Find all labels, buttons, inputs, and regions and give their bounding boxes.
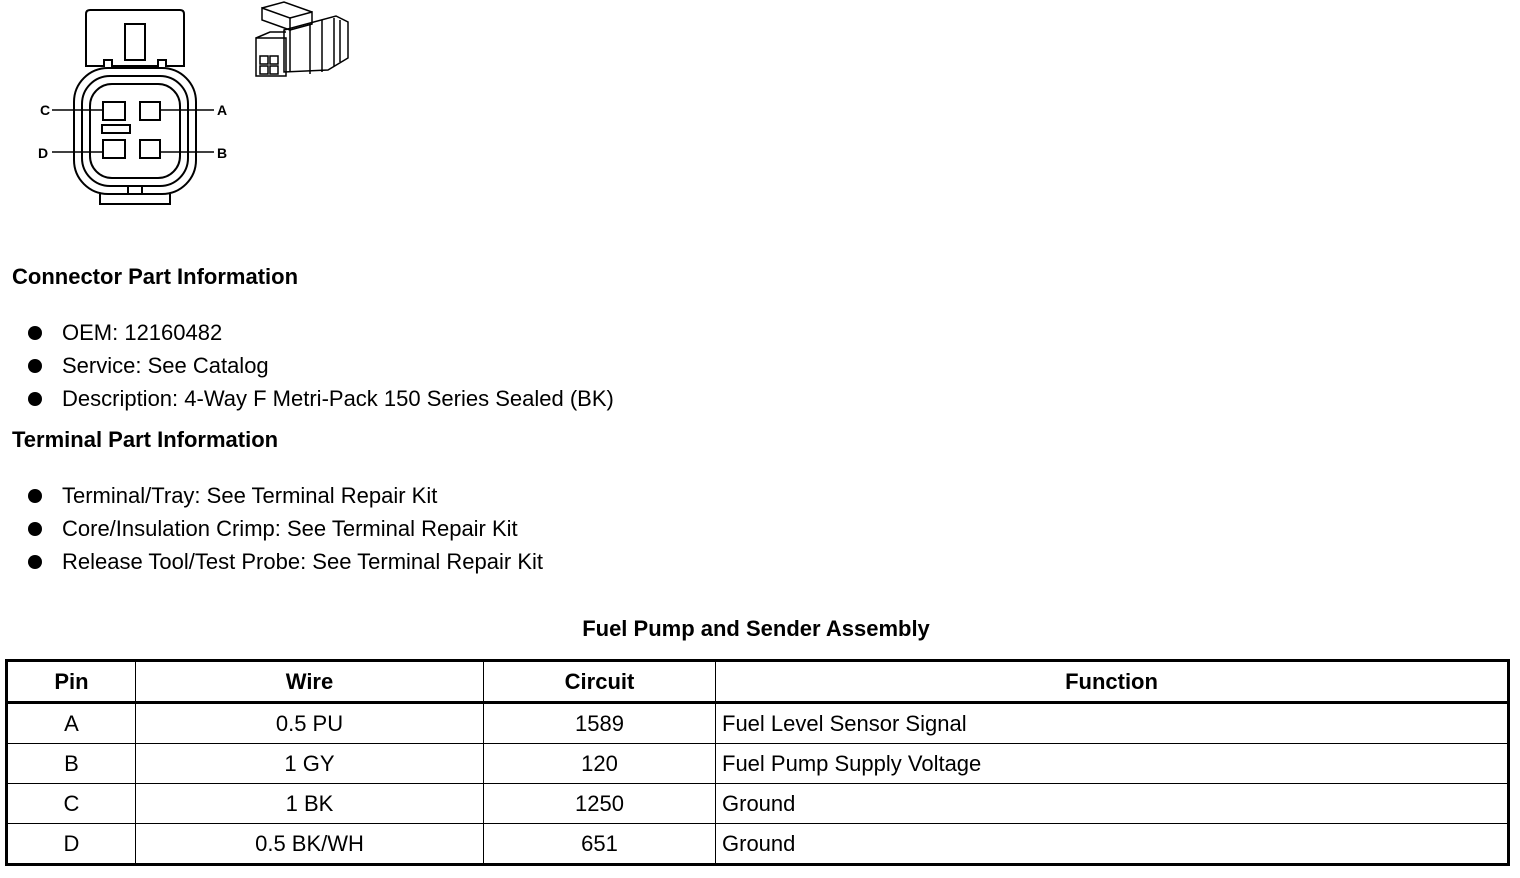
bullet-icon xyxy=(28,392,42,406)
cell-pin: A xyxy=(7,703,136,744)
cavity-d xyxy=(103,140,125,158)
terminal-part-list xyxy=(28,479,543,578)
list-item-text: Terminal/Tray: See Terminal Repair Kit xyxy=(62,483,438,508)
bullet-icon xyxy=(28,489,42,503)
column-header-function: Function xyxy=(716,661,1509,703)
bullet-icon xyxy=(28,522,42,536)
cavity-a xyxy=(140,102,160,120)
cell-pin: C xyxy=(7,784,136,824)
cell-pin: D xyxy=(7,824,136,865)
cell-wire: 1 BK xyxy=(136,784,484,824)
bullet-icon xyxy=(28,359,42,373)
list-item-text: Release Tool/Test Probe: See Terminal Repair Kit xyxy=(62,549,543,574)
cell-circuit: 651 xyxy=(484,824,716,865)
connector-face-diagram xyxy=(30,0,250,215)
bullet-icon xyxy=(28,555,42,569)
cell-wire: 1 GY xyxy=(136,744,484,784)
cell-wire: 0.5 BK/WH xyxy=(136,824,484,865)
cavity-c xyxy=(103,102,125,120)
list-item xyxy=(28,479,543,512)
cell-function: Ground xyxy=(716,784,1509,824)
list-item xyxy=(28,545,543,578)
list-item xyxy=(28,512,543,545)
column-header-pin: Pin xyxy=(7,661,136,703)
list-item xyxy=(28,382,614,415)
connector-part-heading: Connector Part Information xyxy=(12,264,299,289)
connector-isometric-illustration xyxy=(250,0,360,85)
list-item-text: OEM: 12160482 xyxy=(62,320,223,345)
pin-out-table xyxy=(5,659,1510,866)
table-row xyxy=(7,784,1509,824)
connector-part-list xyxy=(28,316,614,415)
list-item-text: Core/Insulation Crimp: See Terminal Repair Kit xyxy=(62,516,518,541)
cell-pin: B xyxy=(7,744,136,784)
pin-label-d: D xyxy=(38,145,49,161)
cell-circuit: 120 xyxy=(484,744,716,784)
table-row xyxy=(7,703,1509,744)
pin-label-a: A xyxy=(217,102,228,118)
column-header-circuit: Circuit xyxy=(484,661,716,703)
cell-circuit: 1250 xyxy=(484,784,716,824)
cell-function: Fuel Pump Supply Voltage xyxy=(716,744,1509,784)
table-row xyxy=(7,824,1509,865)
pin-label-c: C xyxy=(40,102,51,118)
list-item-text: Description: 4-Way F Metri-Pack 150 Series Sealed (BK) xyxy=(62,386,614,411)
pin-label-b: B xyxy=(217,145,228,161)
cavity-b xyxy=(140,140,160,158)
column-header-wire: Wire xyxy=(136,661,484,703)
terminal-part-heading: Terminal Part Information xyxy=(12,427,279,452)
connector-housing-outer xyxy=(74,68,196,194)
bullet-icon xyxy=(28,326,42,340)
list-item xyxy=(28,316,614,349)
cell-circuit: 1589 xyxy=(484,703,716,744)
cell-wire: 0.5 PU xyxy=(136,703,484,744)
list-item-text: Service: See Catalog xyxy=(62,353,269,378)
table-header-row xyxy=(7,661,1509,703)
cell-function: Fuel Level Sensor Signal xyxy=(716,703,1509,744)
list-item xyxy=(28,349,614,382)
cell-function: Ground xyxy=(716,824,1509,865)
table-row xyxy=(7,744,1509,784)
table-title: Fuel Pump and Sender Assembly xyxy=(582,616,930,641)
connector-lock-tab xyxy=(86,10,184,66)
